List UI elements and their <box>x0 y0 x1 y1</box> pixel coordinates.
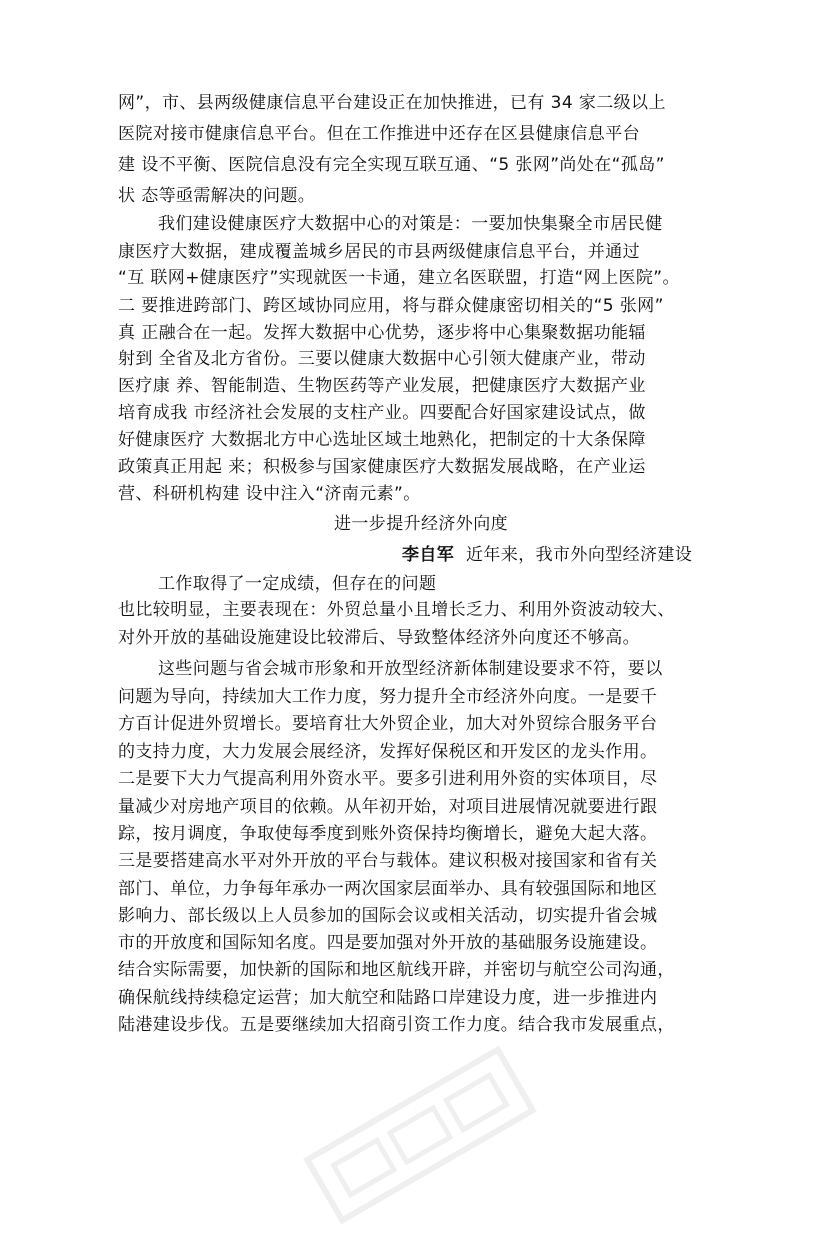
section-heading: 进一步提升经济外向度 <box>334 514 508 534</box>
paragraph-line: 政策真正用起 来；积极参与国家健康医疗大数据发展战略，在产业运 <box>118 457 646 477</box>
paragraph-line: 结合实际需要，加快新的国际和地区航线开辟，并密切与航空公司沟通， <box>118 960 675 980</box>
paragraph-line: 确保航线持续稳定运营；加大航空和陆路口岸建设力度，进一步推进内 <box>118 988 658 1008</box>
paragraph-line: 营、科研机构建 设中注入“济南元素”。 <box>118 484 421 504</box>
paragraph-line: 真 正融合在一起。发挥大数据中心优势，逐步将中心集聚数据功能辐 <box>118 323 646 343</box>
paragraph-line: 的支持力度，大力发展会展经济，发挥好保税区和开发区的龙头作用。 <box>118 742 658 762</box>
paragraph-line: 近年来，我市外向型经济建设 <box>466 545 693 565</box>
paragraph-line: 状 态等亟需解决的问题。 <box>118 186 316 206</box>
paragraph-line: 三是要搭建高水平对外开放的平台与载体。建议积极对接国家和省有关 <box>118 851 658 871</box>
paragraph-line: 医疗康 养、智能制造、生物医药等产业发展，把健康医疗大数据产业 <box>118 376 646 396</box>
paragraph-line: “互 联网+健康医疗”实现就医一卡通，建立名医联盟，打造“网上医院”。 <box>118 268 680 288</box>
paragraph-line: 我们建设健康医疗大数据中心的对策是：一要加快集聚全市居民健 <box>158 214 663 234</box>
paragraph-line: 二 要推进跨部门、跨区域协同应用，将与群众健康密切相关的“5 张网” <box>118 296 664 316</box>
paragraph-line: 量减少对房地产项目的依赖。从年初开始，对项目进展情况就要进行跟 <box>118 797 658 817</box>
paragraph-line: 网”，市、县两级健康信息平台建设正在加快推进，已有 34 家二级以上 <box>118 93 666 113</box>
paragraph-line: 部门、单位，力争每年承办一两次国家层面举办、具有较强国际和地区 <box>118 879 658 899</box>
paragraph-line: 陆港建设步伐。五是要继续加大招商引资工作力度。结合我市发展重点， <box>118 1015 675 1035</box>
paragraph-line: 建 设不平衡、医院信息没有完全实现互联互通、“5 张网”尚处在“孤岛” <box>118 155 665 175</box>
paragraph-line: 也比较明显，主要表现在：外贸总量小且增长乏力、利用外资波动较大、 <box>118 600 675 620</box>
paragraph-line: 这些问题与省会城市形象和开放型经济新体制建设要求不符，要以 <box>158 659 663 679</box>
paragraph-line: 方百计促进外贸增长。要培育壮大外贸企业，加大对外贸综合服务平台 <box>118 714 658 734</box>
paragraph-line: 二是要下大力气提高利用外资水平。要多引进利用外资的实体项目，尽 <box>118 769 658 789</box>
paragraph-line: 康医疗大数据，建成覆盖城乡居民的市县两级健康信息平台，并通过 <box>118 242 640 262</box>
paragraph-line: 对外开放的基础设施建设比较滞后、导致整体经济外向度还不够高。 <box>118 628 640 648</box>
paragraph-line: 射到 全省及北方省份。三要以健康大数据中心引领大健康产业，带动 <box>118 349 646 369</box>
paragraph-line: 工作取得了一定成绩，但存在的问题 <box>158 574 437 594</box>
watermark-logo <box>294 1036 547 1234</box>
paragraph-line: 问题为导向，持续加大工作力度，努力提升全市经济外向度。一是要千 <box>118 687 658 707</box>
paragraph-line: 培育成我 市经济社会发展的支柱产业。四要配合好国家建设试点，做 <box>118 403 646 423</box>
paragraph-line: 踪，按月调度，争取使每季度到账外资保持均衡增长，避免大起大落。 <box>118 824 658 844</box>
author-name: 李自军 <box>402 545 455 565</box>
paragraph-line: 影响力、部长级以上人员参加的国际会议或相关活动，切实提升省会城 <box>118 906 658 926</box>
paragraph-line: 好健康医疗 大数据北方中心选址区域土地熟化，把制定的十大条保障 <box>118 430 646 450</box>
paragraph-line: 市的开放度和国际知名度。四是要加强对外开放的基础服务设施建设。 <box>118 933 658 953</box>
paragraph-line: 医院对接市健康信息平台。但在工作推进中还存在区县健康信息平台 <box>118 124 640 144</box>
